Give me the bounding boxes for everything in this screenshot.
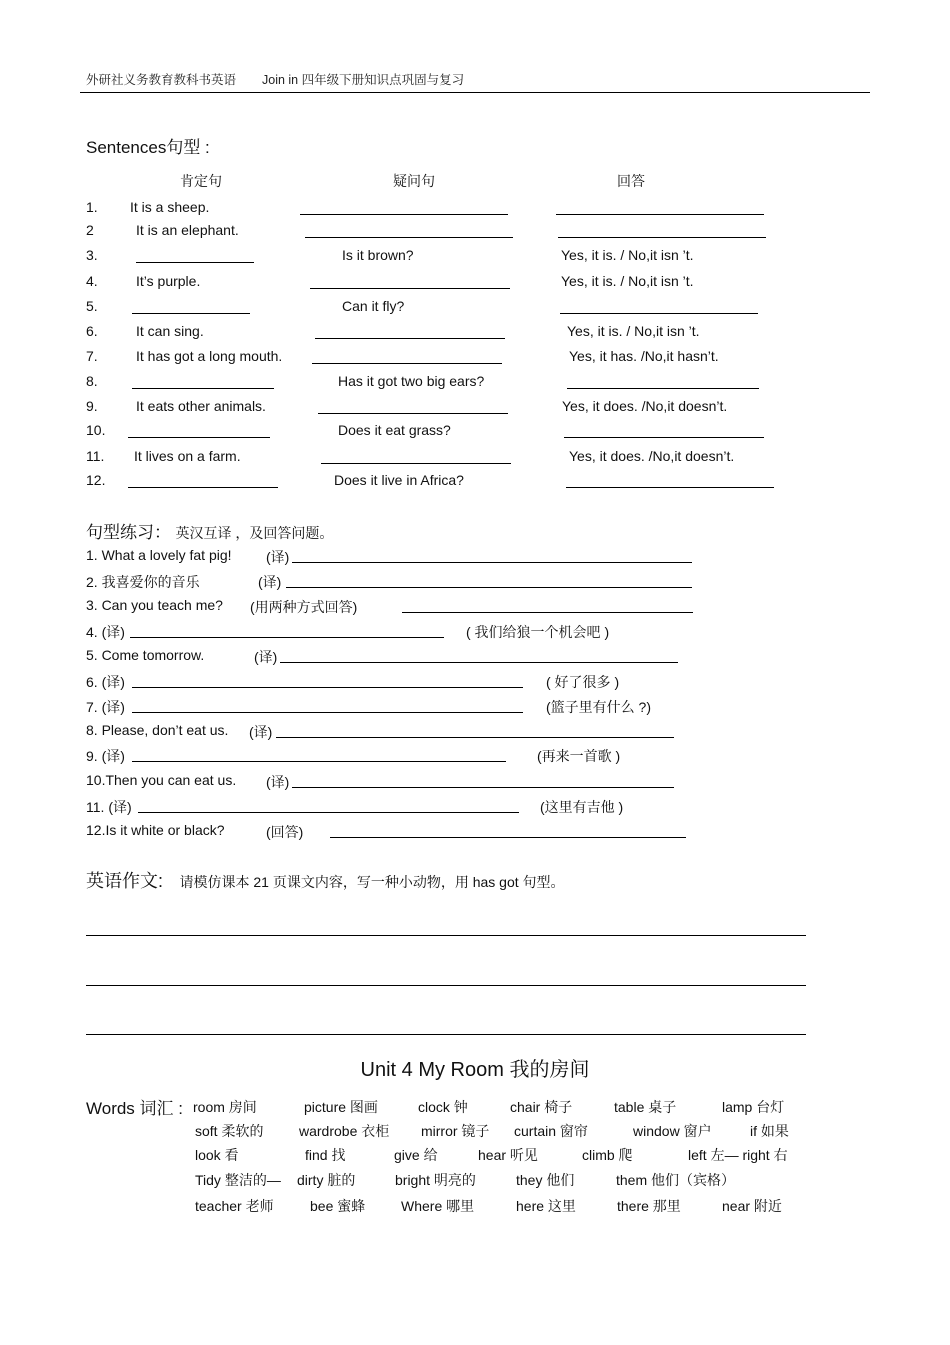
answer-blank[interactable] <box>564 437 764 438</box>
unit-title: Unit 4 My Room 我的房间 <box>360 1059 590 1081</box>
practice-item-hint: ( 好了很多 ) <box>546 674 620 690</box>
practice-item-tag: (译) <box>254 649 278 665</box>
practice-item-tag: (回答) <box>266 824 304 840</box>
sentence-answer: Yes, it has. /No,it hasn’t. <box>569 348 719 364</box>
writing-line-1[interactable] <box>86 935 806 936</box>
practice-item-text: 6. (译) <box>86 674 125 690</box>
practice-answer-blank[interactable] <box>286 587 692 588</box>
header-right: Join in 四年级下册知识点巩固与复习 <box>262 73 465 87</box>
sentence-row-number: 3. <box>86 247 98 263</box>
practice-item-text: 12.Is it white or black? <box>86 822 225 838</box>
practice-answer-blank[interactable] <box>138 812 519 813</box>
vocab-word: room 房间 <box>193 1099 257 1115</box>
vocab-word: picture 图画 <box>304 1099 378 1115</box>
sentence-question: Has it got two big ears? <box>338 373 485 389</box>
vocab-word: find 找 <box>305 1147 346 1163</box>
vocab-word: teacher 老师 <box>195 1198 274 1214</box>
practice-item-text: 1. What a lovely fat pig! <box>86 547 232 563</box>
sentence-affirmative: It lives on a farm. <box>134 448 241 464</box>
vocab-word: window 窗户 <box>633 1123 712 1139</box>
sentence-question: Can it fly? <box>342 298 405 314</box>
practice-answer-blank[interactable] <box>132 712 523 713</box>
affirmative-blank[interactable] <box>128 437 270 438</box>
writing-line-3[interactable] <box>86 1034 806 1035</box>
sentence-answer: Yes, it is. / No,it isn ’t. <box>561 247 694 263</box>
writing-line-2[interactable] <box>86 985 806 986</box>
practice-item-text: 10.Then you can eat us. <box>86 772 237 788</box>
vocab-word: chair 椅子 <box>510 1099 573 1115</box>
sentence-row-number: 12. <box>86 472 106 488</box>
vocab-word: there 那里 <box>617 1198 681 1214</box>
affirmative-blank[interactable] <box>132 313 250 314</box>
sentence-row-number: 10. <box>86 422 106 438</box>
column-answer: 回答 <box>617 173 645 189</box>
question-blank[interactable] <box>321 463 511 464</box>
vocab-word: left 左— right 右 <box>688 1147 788 1163</box>
composition-title: 英语作文: <box>86 871 164 891</box>
sentence-row-number: 9. <box>86 398 98 414</box>
sentence-row-number: 1. <box>86 199 98 215</box>
practice-item-text: 5. Come tomorrow. <box>86 647 205 663</box>
column-affirmative: 肯定句 <box>180 173 222 189</box>
vocab-word: dirty 脏的 <box>297 1172 356 1188</box>
practice-answer-blank[interactable] <box>132 687 523 688</box>
answer-blank[interactable] <box>560 313 758 314</box>
practice-item-hint: (篮子里有什么 ?) <box>546 699 651 715</box>
sentence-question: Does it live in Africa? <box>334 472 464 488</box>
sentence-affirmative: It is an elephant. <box>136 222 239 238</box>
practice-item-text: 7. (译) <box>86 699 125 715</box>
answer-blank[interactable] <box>556 214 764 215</box>
practice-item-text: 8. Please, don’t eat us. <box>86 722 229 738</box>
practice-answer-blank[interactable] <box>330 837 686 838</box>
answer-blank[interactable] <box>558 237 766 238</box>
vocab-word: soft 柔软的 <box>195 1123 264 1139</box>
vocab-word: Where 哪里 <box>401 1198 475 1214</box>
practice-item-hint: (再来一首歌 ) <box>537 748 621 764</box>
sentence-row-number: 7. <box>86 348 98 364</box>
practice-item-text: 9. (译) <box>86 748 125 764</box>
answer-blank[interactable] <box>567 388 759 389</box>
vocab-word: bright 明亮的 <box>395 1172 476 1188</box>
affirmative-blank[interactable] <box>128 487 278 488</box>
sentence-affirmative: It is a sheep. <box>130 199 210 215</box>
sentences-title: Sentences句型 : <box>86 138 210 157</box>
practice-answer-blank[interactable] <box>276 737 674 738</box>
vocab-word: Tidy 整洁的— <box>195 1172 281 1188</box>
vocab-word: they 他们 <box>516 1172 575 1188</box>
question-blank[interactable] <box>305 237 513 238</box>
practice-instruction: 英汉互译 ，及回答问题。 <box>175 525 334 541</box>
vocab-word: look 看 <box>195 1147 239 1163</box>
sentence-affirmative: It can sing. <box>136 323 204 339</box>
sentence-answer: Yes, it is. / No,it isn ’t. <box>561 273 694 289</box>
composition-instruction: 请模仿课本 21 页课文内容，写一种小动物，用 has got 句型。 <box>179 874 565 890</box>
sentence-row-number: 4. <box>86 273 98 289</box>
practice-item-text: 11. (译) <box>86 799 132 815</box>
vocab-word: table 桌子 <box>614 1099 677 1115</box>
practice-heading <box>86 518 333 543</box>
practice-answer-blank[interactable] <box>130 637 444 638</box>
header-left: 外研社义务教育教科书英语 <box>86 73 237 87</box>
answer-blank[interactable] <box>566 487 774 488</box>
question-blank[interactable] <box>300 214 508 215</box>
composition-heading <box>86 867 565 893</box>
practice-answer-blank[interactable] <box>402 612 693 613</box>
practice-item-hint: ( 我们给狼一个机会吧 ) <box>466 624 610 640</box>
vocab-word: near 附近 <box>722 1198 782 1214</box>
practice-answer-blank[interactable] <box>292 562 692 563</box>
vocab-word: if 如果 <box>750 1123 789 1139</box>
sentence-row-number: 6. <box>86 323 98 339</box>
sentence-affirmative: It’s purple. <box>136 273 201 289</box>
sentence-answer: Yes, it is. / No,it isn ’t. <box>567 323 700 339</box>
sentence-row-number: 5. <box>86 298 98 314</box>
sentence-row-number: 8. <box>86 373 98 389</box>
words-label: Words 词汇 : <box>86 1099 183 1118</box>
practice-item-text: 3. Can you teach me? <box>86 597 223 613</box>
sentence-answer: Yes, it does. /No,it doesn’t. <box>562 398 728 414</box>
column-question: 疑问句 <box>393 173 435 189</box>
practice-item-text: 4. (译) <box>86 624 125 640</box>
practice-item-hint: (这里有吉他 ) <box>540 799 624 815</box>
sentence-question: Does it eat grass? <box>338 422 451 438</box>
practice-answer-blank[interactable] <box>292 787 674 788</box>
question-blank[interactable] <box>312 363 502 364</box>
vocab-word: clock 钟 <box>418 1099 468 1115</box>
vocab-word: give 给 <box>394 1147 438 1163</box>
sentence-affirmative: It eats other animals. <box>136 398 266 414</box>
question-blank[interactable] <box>310 288 510 289</box>
header-rule <box>80 92 870 93</box>
practice-item-tag: (译) <box>266 549 290 565</box>
vocab-word: curtain 窗帘 <box>514 1123 588 1139</box>
practice-item-tag: (用两种方式回答) <box>250 599 358 615</box>
practice-item-tag: (译) <box>266 774 290 790</box>
question-blank[interactable] <box>318 413 508 414</box>
sentence-question: Is it brown? <box>342 247 414 263</box>
vocab-word: bee 蜜蜂 <box>310 1198 366 1214</box>
sentence-row-number: 2 <box>86 222 94 238</box>
vocab-word: hear 听见 <box>478 1147 538 1163</box>
practice-answer-blank[interactable] <box>280 662 678 663</box>
affirmative-blank[interactable] <box>136 262 254 263</box>
practice-item-tag: (译) <box>258 574 282 590</box>
vocab-word: climb 爬 <box>582 1147 633 1163</box>
practice-item-tag: (译) <box>249 724 273 740</box>
practice-title: 句型练习： <box>86 523 171 542</box>
vocab-word: them 他们（宾格） <box>616 1172 736 1188</box>
sentence-affirmative: It has got a long mouth. <box>136 348 283 364</box>
vocab-word: lamp 台灯 <box>722 1099 785 1115</box>
practice-item-text: 2. 我喜爱你的音乐 <box>86 574 200 590</box>
question-blank[interactable] <box>315 338 505 339</box>
sentence-answer: Yes, it does. /No,it doesn’t. <box>569 448 735 464</box>
vocab-word: here 这里 <box>516 1198 576 1214</box>
practice-answer-blank[interactable] <box>132 761 506 762</box>
vocab-word: mirror 镜子 <box>421 1123 490 1139</box>
affirmative-blank[interactable] <box>132 388 274 389</box>
vocab-word: wardrobe 衣柜 <box>299 1123 390 1139</box>
sentence-row-number: 11. <box>86 448 105 464</box>
